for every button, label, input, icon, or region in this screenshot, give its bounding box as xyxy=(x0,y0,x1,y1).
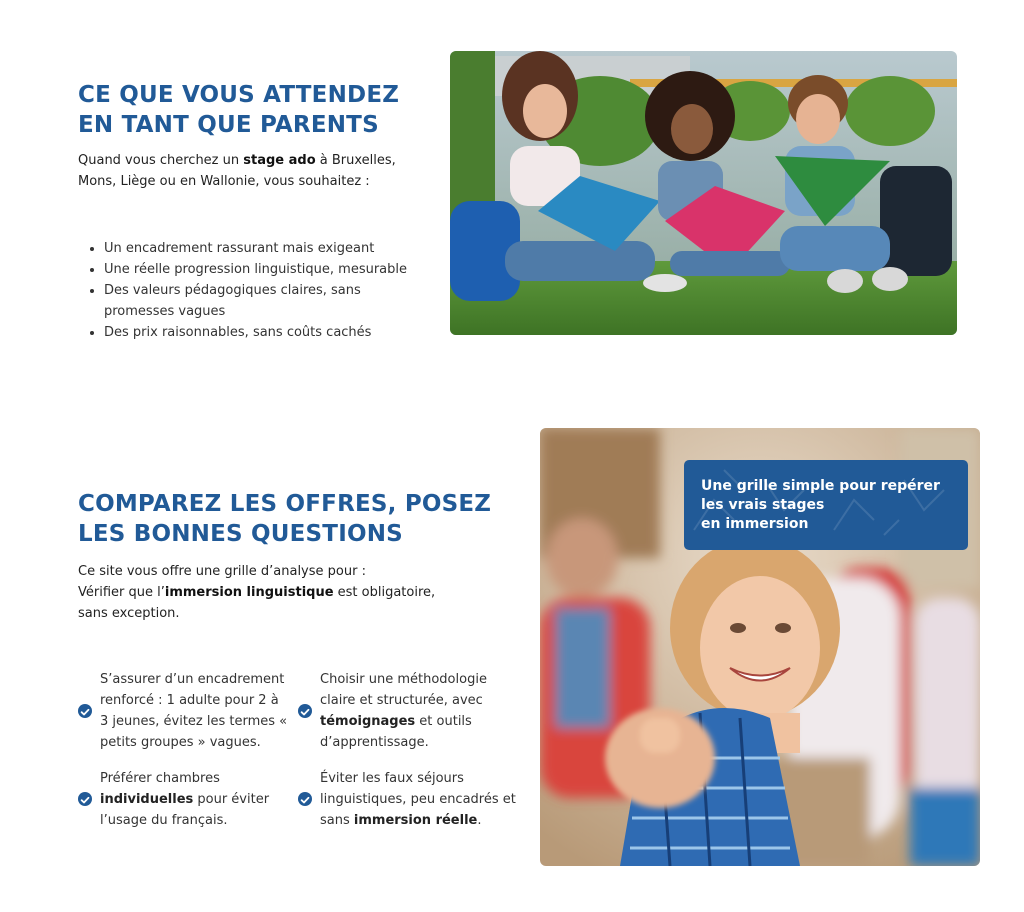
intro-text-end: à Bruxelles, Mons, Liège ou en Wallonie, vous souhaitez : xyxy=(78,153,396,189)
kids-reading-illustration xyxy=(450,51,957,335)
intro-text: Vérifier que l’ xyxy=(78,585,165,600)
callout-line2: les vrais stages xyxy=(701,497,825,513)
expectations-list xyxy=(88,238,428,343)
section-title-line2: EN TANT QUE PARENTS xyxy=(78,112,379,138)
section-title-line1: CE QUE VOUS ATTENDEZ xyxy=(78,82,400,108)
intro-text-end: est obligatoire, sans exception. xyxy=(78,585,436,621)
check-text-part: pour éviter l’usage du français. xyxy=(100,792,270,828)
intro-bold: stage ado xyxy=(243,153,316,168)
check-circle-icon xyxy=(78,704,92,718)
check-item xyxy=(78,669,288,753)
check-text xyxy=(298,768,523,831)
check-text-part: Préférer chambres xyxy=(100,771,220,786)
section-intro xyxy=(78,561,458,624)
check-text-part: et outils d’apprentissage. xyxy=(320,714,472,750)
intro-bold: immersion linguistique xyxy=(164,585,334,600)
intro-text: Quand vous cherchez un xyxy=(78,153,244,168)
section-title-parents xyxy=(78,80,438,140)
check-item xyxy=(298,669,523,753)
check-text xyxy=(78,768,288,831)
check-circle-icon xyxy=(298,792,312,806)
check-item xyxy=(298,768,523,831)
list-item: Des valeurs pédagogiques claires, sans promesses vagues xyxy=(88,280,428,322)
check-circle-icon xyxy=(78,792,92,806)
section-title-compare xyxy=(78,489,508,549)
section-intro xyxy=(78,150,408,192)
list-item: Un encadrement rassurant mais exigeant xyxy=(88,238,428,259)
check-text-bold: témoignages xyxy=(320,714,416,729)
callout-box xyxy=(684,460,968,550)
intro-line1: Ce site vous offre une grille d’analyse pour : xyxy=(78,564,366,579)
list-item: Des prix raisonnables, sans coûts cachés xyxy=(88,322,428,343)
check-circle-icon xyxy=(298,704,312,718)
check-text-bold: immersion réelle xyxy=(353,813,478,828)
check-text: S’assurer d’un encadrement renforcé : 1 adulte pour 2 à 3 jeunes, évitez les termes « petits groupes » vagues. xyxy=(100,672,288,750)
list-item: Une réelle progression linguistique, mesurable xyxy=(88,259,428,280)
check-text-part: Choisir une méthodologie claire et structurée, avec xyxy=(320,672,487,708)
check-text-part: Éviter les faux séjours linguistiques, peu encadrés et sans xyxy=(320,771,516,828)
check-text xyxy=(298,669,523,753)
check-item xyxy=(78,768,288,831)
section-title-line1: COMPAREZ LES OFFRES, POSEZ xyxy=(78,491,492,517)
check-text-part: . xyxy=(477,813,482,828)
callout-line1: Une grille simple pour repérer xyxy=(701,478,940,494)
callout-line3: en immersion xyxy=(701,516,809,532)
check-text-bold: individuelles xyxy=(100,792,194,807)
kids-reading-photo xyxy=(450,51,957,335)
section-title-line2: LES BONNES QUESTIONS xyxy=(78,521,403,547)
callout-text xyxy=(701,477,952,534)
